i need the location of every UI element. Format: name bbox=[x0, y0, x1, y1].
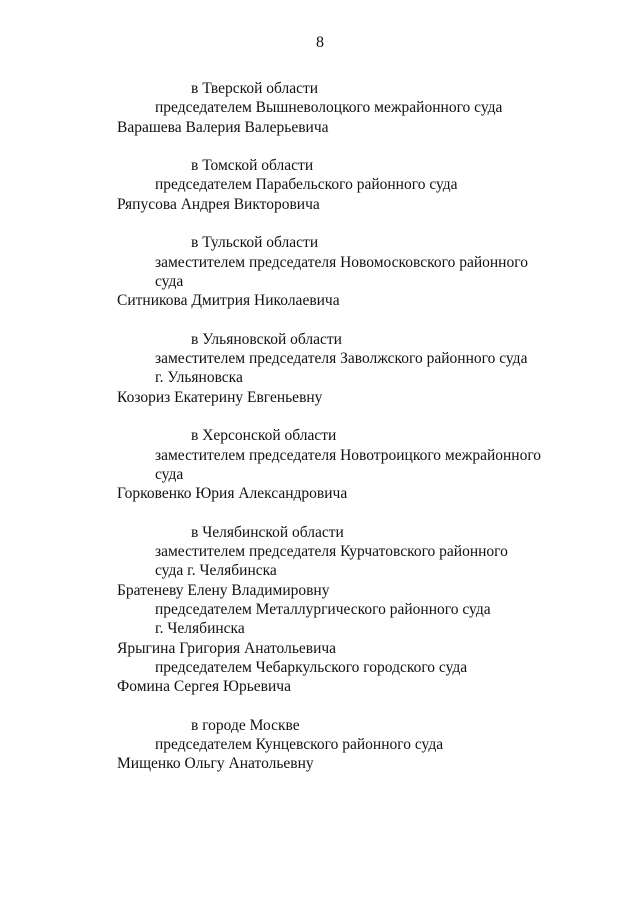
position-title-line: г. Челябинска bbox=[155, 620, 245, 638]
position-title-line: суда bbox=[155, 272, 184, 290]
position-title-line: председателем Вышневолоцкого межрайонного суда bbox=[155, 99, 503, 117]
appointee-name: Ситникова Дмитрия Николаевича bbox=[117, 292, 340, 310]
region-section bbox=[117, 716, 577, 774]
position-title-line: г. Ульяновска bbox=[155, 369, 243, 387]
position-title-line: председателем Кунцевского районного суда bbox=[155, 736, 444, 754]
region-section bbox=[117, 330, 577, 407]
region-heading: в Ульяновской области bbox=[191, 330, 342, 348]
region-heading: в Херсонской области bbox=[191, 427, 337, 445]
appointee-name: Варашева Валерия Валерьевича bbox=[117, 118, 329, 136]
appointee-name: Братеневу Елену Владимировну bbox=[117, 581, 330, 599]
region-section bbox=[117, 426, 577, 503]
appointee-name: Ярыгина Григория Анатольевича bbox=[117, 639, 337, 657]
region-heading: в городе Москве bbox=[191, 716, 300, 734]
region-section bbox=[117, 79, 577, 137]
position-title-line: заместителем председателя Заволжского районного суда bbox=[155, 350, 528, 368]
region-heading: в Челябинской области bbox=[191, 523, 344, 541]
appointee-name: Горковенко Юрия Александровича bbox=[117, 485, 348, 503]
position-title-line: председателем Металлургического районного суда bbox=[155, 601, 491, 619]
appointee-name: Фомина Сергея Юрьевича bbox=[117, 678, 291, 696]
region-section bbox=[117, 523, 577, 697]
appointee-name: Козориз Екатерину Евгеньевну bbox=[117, 388, 323, 406]
position-title-line: председателем Чебаркульского городского суда bbox=[155, 658, 468, 676]
position-title-line: заместителем председателя Курчатовского районного bbox=[155, 543, 508, 561]
position-title-line: суда г. Челябинска bbox=[155, 562, 277, 580]
position-title-line: председателем Парабельского районного суда bbox=[155, 176, 458, 194]
position-title-line: заместителем председателя Новомосковского районного bbox=[155, 253, 528, 271]
position-title-line: суда bbox=[155, 465, 184, 483]
position-title-line: заместителем председателя Новотроицкого межрайонного bbox=[155, 446, 542, 464]
appointee-name: Ряпусова Андрея Викторовича bbox=[117, 195, 320, 213]
appointments-list bbox=[117, 79, 577, 774]
page-number: 8 bbox=[316, 34, 324, 51]
region-section bbox=[117, 233, 577, 310]
region-heading: в Томской области bbox=[191, 157, 314, 175]
region-heading: в Тверской области bbox=[191, 80, 319, 97]
region-section bbox=[117, 156, 577, 214]
appointee-name: Мищенко Ольгу Анатольевну bbox=[117, 755, 314, 773]
region-heading: в Тульской области bbox=[191, 234, 319, 252]
